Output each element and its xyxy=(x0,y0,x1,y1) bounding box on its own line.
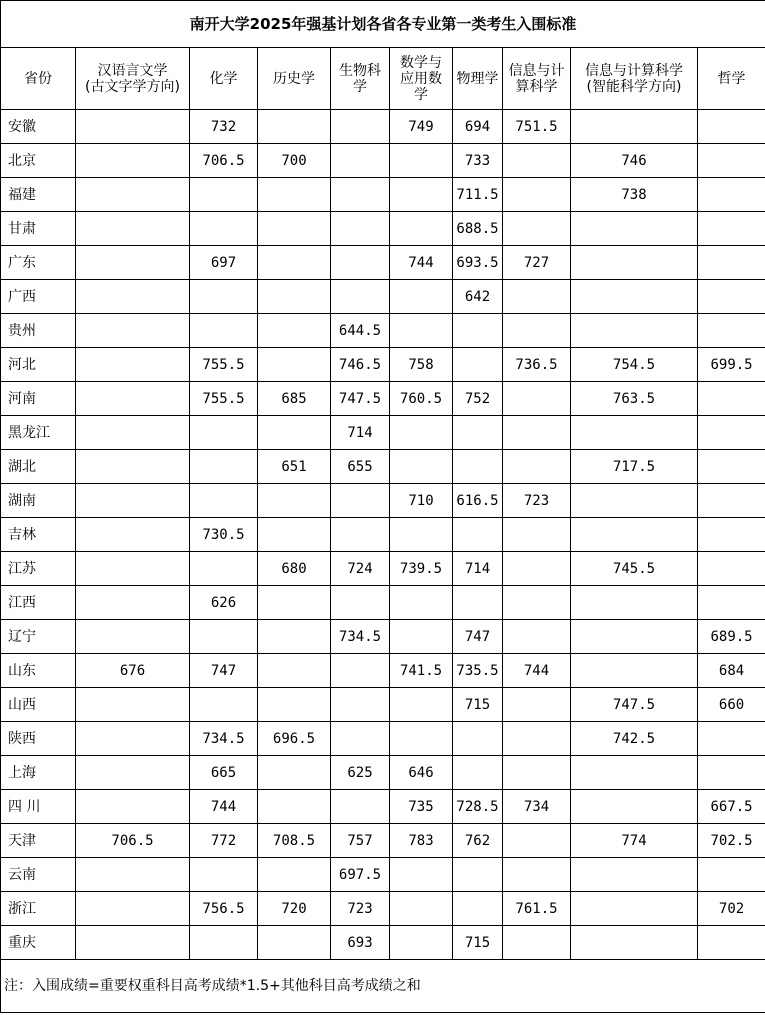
score-cell xyxy=(258,756,331,790)
table-row xyxy=(1,314,765,348)
table-row xyxy=(1,926,765,960)
score-cell xyxy=(698,926,765,960)
score-cell xyxy=(76,450,190,484)
score-cell: 747.5 xyxy=(571,688,698,722)
score-cell xyxy=(258,586,331,620)
score-cell xyxy=(571,858,698,892)
province-cell: 江苏 xyxy=(1,552,76,586)
score-cell xyxy=(331,688,390,722)
score-cell xyxy=(503,586,571,620)
score-cell xyxy=(390,620,453,654)
table-row xyxy=(1,280,765,314)
province-cell: 辽宁 xyxy=(1,620,76,654)
score-cell: 685 xyxy=(258,382,331,416)
score-cell xyxy=(190,688,258,722)
column-header-major: 化学 xyxy=(190,48,258,110)
score-cell xyxy=(258,110,331,144)
score-cell: 730.5 xyxy=(190,518,258,552)
score-cell: 702.5 xyxy=(698,824,765,858)
score-cell xyxy=(453,314,503,348)
province-cell: 重庆 xyxy=(1,926,76,960)
table-row xyxy=(1,722,765,756)
table-row xyxy=(1,620,765,654)
score-cell: 735.5 xyxy=(453,654,503,688)
score-cell xyxy=(571,892,698,926)
score-cell xyxy=(258,212,331,246)
score-cell xyxy=(76,144,190,178)
score-cell xyxy=(76,246,190,280)
table-row xyxy=(1,110,765,144)
score-cell xyxy=(698,858,765,892)
score-cell xyxy=(331,280,390,314)
table-row xyxy=(1,858,765,892)
score-cell xyxy=(258,688,331,722)
score-cell xyxy=(503,824,571,858)
score-cell: 702 xyxy=(698,892,765,926)
score-cell xyxy=(453,518,503,552)
score-cell xyxy=(503,280,571,314)
score-cell: 714 xyxy=(453,552,503,586)
score-cell: 783 xyxy=(390,824,453,858)
score-cell: 706.5 xyxy=(190,144,258,178)
score-cell xyxy=(331,178,390,212)
score-cell xyxy=(503,722,571,756)
province-cell: 北京 xyxy=(1,144,76,178)
score-cell xyxy=(331,654,390,688)
score-cell xyxy=(390,416,453,450)
score-cell xyxy=(698,314,765,348)
table-row xyxy=(1,178,765,212)
score-cell xyxy=(76,586,190,620)
score-cell xyxy=(258,280,331,314)
score-cell xyxy=(190,314,258,348)
column-header-major: 历史学 xyxy=(258,48,331,110)
score-cell xyxy=(698,756,765,790)
score-cell: 754.5 xyxy=(571,348,698,382)
score-cell: 724 xyxy=(331,552,390,586)
score-cell xyxy=(258,314,331,348)
province-cell: 四 川 xyxy=(1,790,76,824)
score-cell xyxy=(190,212,258,246)
score-cell xyxy=(190,416,258,450)
score-cell xyxy=(76,688,190,722)
score-cell: 727 xyxy=(503,246,571,280)
score-cell: 747 xyxy=(190,654,258,688)
score-cell: 744 xyxy=(390,246,453,280)
score-cell xyxy=(571,416,698,450)
score-cell xyxy=(258,518,331,552)
score-cell xyxy=(390,518,453,552)
score-cell xyxy=(258,620,331,654)
table-row xyxy=(1,416,765,450)
score-cell: 680 xyxy=(258,552,331,586)
score-cell xyxy=(453,416,503,450)
score-cell: 735 xyxy=(390,790,453,824)
score-cell: 734 xyxy=(503,790,571,824)
score-cell xyxy=(698,416,765,450)
score-cell xyxy=(331,246,390,280)
score-cell: 739.5 xyxy=(390,552,453,586)
table-row xyxy=(1,586,765,620)
score-cell xyxy=(503,416,571,450)
score-cell xyxy=(503,450,571,484)
province-cell: 吉林 xyxy=(1,518,76,552)
score-cell: 688.5 xyxy=(453,212,503,246)
score-cell: 717.5 xyxy=(571,450,698,484)
table-row xyxy=(1,450,765,484)
score-cell: 763.5 xyxy=(571,382,698,416)
province-cell: 福建 xyxy=(1,178,76,212)
score-cell xyxy=(503,926,571,960)
score-cell xyxy=(453,858,503,892)
score-cell: 733 xyxy=(453,144,503,178)
table-row xyxy=(1,688,765,722)
score-cell xyxy=(698,382,765,416)
table-row xyxy=(1,484,765,518)
score-cell: 706.5 xyxy=(76,824,190,858)
score-cell: 697 xyxy=(190,246,258,280)
score-cell xyxy=(571,620,698,654)
score-cell xyxy=(390,144,453,178)
score-cell xyxy=(190,450,258,484)
score-cell: 646 xyxy=(390,756,453,790)
score-cell xyxy=(331,110,390,144)
score-cell: 720 xyxy=(258,892,331,926)
score-cell xyxy=(190,484,258,518)
score-cell xyxy=(258,178,331,212)
score-cell: 758 xyxy=(390,348,453,382)
score-cell xyxy=(76,926,190,960)
column-header-major: 数学与 应用数 学 xyxy=(390,48,453,110)
score-cell xyxy=(698,178,765,212)
score-cell: 747.5 xyxy=(331,382,390,416)
score-cell: 755.5 xyxy=(190,348,258,382)
province-cell: 山西 xyxy=(1,688,76,722)
score-cell: 772 xyxy=(190,824,258,858)
score-cell xyxy=(258,858,331,892)
province-cell: 陕西 xyxy=(1,722,76,756)
score-cell xyxy=(571,280,698,314)
score-cell xyxy=(571,926,698,960)
score-cell xyxy=(698,110,765,144)
score-cell xyxy=(571,212,698,246)
province-cell: 湖南 xyxy=(1,484,76,518)
table-row xyxy=(1,518,765,552)
score-cell xyxy=(571,654,698,688)
score-cell xyxy=(571,518,698,552)
score-cell xyxy=(453,722,503,756)
score-cell xyxy=(390,722,453,756)
score-cell xyxy=(390,926,453,960)
score-cell xyxy=(390,858,453,892)
score-cell: 744 xyxy=(190,790,258,824)
score-cell xyxy=(571,110,698,144)
score-cell xyxy=(76,178,190,212)
score-cell xyxy=(258,654,331,688)
score-cell xyxy=(503,858,571,892)
score-cell: 723 xyxy=(503,484,571,518)
score-cell xyxy=(76,348,190,382)
score-cell xyxy=(190,620,258,654)
score-cell xyxy=(503,144,571,178)
province-cell: 云南 xyxy=(1,858,76,892)
score-cell xyxy=(331,144,390,178)
score-cell xyxy=(390,450,453,484)
score-cell: 723 xyxy=(331,892,390,926)
province-cell: 湖北 xyxy=(1,450,76,484)
score-cell: 625 xyxy=(331,756,390,790)
score-cell xyxy=(258,416,331,450)
score-cell: 749 xyxy=(390,110,453,144)
score-cell: 762 xyxy=(453,824,503,858)
score-cell xyxy=(453,892,503,926)
table-row xyxy=(1,246,765,280)
score-cell xyxy=(331,790,390,824)
score-cell xyxy=(453,348,503,382)
score-cell xyxy=(76,416,190,450)
table-row xyxy=(1,552,765,586)
score-cell xyxy=(190,552,258,586)
score-cell xyxy=(698,246,765,280)
score-cell: 684 xyxy=(698,654,765,688)
score-cell xyxy=(453,450,503,484)
score-cell: 751.5 xyxy=(503,110,571,144)
score-cell xyxy=(503,314,571,348)
score-cell xyxy=(698,484,765,518)
score-cell xyxy=(390,892,453,926)
score-cell: 736.5 xyxy=(503,348,571,382)
score-cell xyxy=(331,518,390,552)
score-cell xyxy=(76,518,190,552)
score-cell xyxy=(698,722,765,756)
score-cell xyxy=(76,110,190,144)
column-header-major: 生物科 学 xyxy=(331,48,390,110)
column-header-major: 汉语言文学 (古文字学方向) xyxy=(76,48,190,110)
province-cell: 上海 xyxy=(1,756,76,790)
score-cell xyxy=(571,586,698,620)
province-cell: 浙江 xyxy=(1,892,76,926)
score-cell: 710 xyxy=(390,484,453,518)
score-cell xyxy=(76,790,190,824)
score-cell: 761.5 xyxy=(503,892,571,926)
score-cell xyxy=(331,586,390,620)
score-cell xyxy=(390,688,453,722)
score-cell xyxy=(76,722,190,756)
score-cell xyxy=(503,688,571,722)
score-cell xyxy=(453,586,503,620)
score-cell: 760.5 xyxy=(390,382,453,416)
column-header-province: 省份 xyxy=(1,48,76,110)
province-cell: 黑龙江 xyxy=(1,416,76,450)
score-cell: 746.5 xyxy=(331,348,390,382)
score-cell: 676 xyxy=(76,654,190,688)
province-cell: 河南 xyxy=(1,382,76,416)
score-cell: 693 xyxy=(331,926,390,960)
province-cell: 甘肃 xyxy=(1,212,76,246)
score-cell xyxy=(190,926,258,960)
score-cell: 745.5 xyxy=(571,552,698,586)
score-cell xyxy=(698,450,765,484)
score-cell xyxy=(503,552,571,586)
score-cell xyxy=(503,518,571,552)
score-cell xyxy=(571,756,698,790)
score-cell: 741.5 xyxy=(390,654,453,688)
score-cell xyxy=(698,586,765,620)
score-cell xyxy=(503,756,571,790)
table-row xyxy=(1,348,765,382)
score-cell: 714 xyxy=(331,416,390,450)
score-cell xyxy=(331,212,390,246)
score-cell: 667.5 xyxy=(698,790,765,824)
score-cell xyxy=(76,552,190,586)
score-cell: 715 xyxy=(453,926,503,960)
score-cell: 660 xyxy=(698,688,765,722)
score-cell: 756.5 xyxy=(190,892,258,926)
score-cell: 734.5 xyxy=(331,620,390,654)
score-cell xyxy=(698,212,765,246)
score-cell: 711.5 xyxy=(453,178,503,212)
score-cell: 626 xyxy=(190,586,258,620)
score-cell: 616.5 xyxy=(453,484,503,518)
score-cell: 655 xyxy=(331,450,390,484)
score-cell xyxy=(76,756,190,790)
score-cell xyxy=(698,144,765,178)
score-cell: 728.5 xyxy=(453,790,503,824)
score-cell xyxy=(258,926,331,960)
score-cell: 697.5 xyxy=(331,858,390,892)
score-cell xyxy=(258,790,331,824)
score-cell: 752 xyxy=(453,382,503,416)
score-cell: 644.5 xyxy=(331,314,390,348)
table-row xyxy=(1,824,765,858)
score-cell: 744 xyxy=(503,654,571,688)
score-cell xyxy=(76,314,190,348)
column-header-major: 哲学 xyxy=(698,48,765,110)
score-cell: 700 xyxy=(258,144,331,178)
score-cell xyxy=(258,348,331,382)
score-cell xyxy=(571,484,698,518)
score-cell xyxy=(190,858,258,892)
table-title: 南开大学2025年强基计划各省各专业第一类考生入围标准 xyxy=(1,1,765,48)
score-cell: 747 xyxy=(453,620,503,654)
score-cell xyxy=(503,212,571,246)
score-cell: 757 xyxy=(331,824,390,858)
score-cell xyxy=(390,314,453,348)
province-cell: 广东 xyxy=(1,246,76,280)
score-cell xyxy=(258,246,331,280)
score-cell xyxy=(503,178,571,212)
score-cell xyxy=(76,382,190,416)
header-row xyxy=(1,48,765,110)
table-row xyxy=(1,212,765,246)
score-cell: 715 xyxy=(453,688,503,722)
score-cell: 696.5 xyxy=(258,722,331,756)
score-cell xyxy=(571,246,698,280)
score-cell xyxy=(76,620,190,654)
score-cell: 755.5 xyxy=(190,382,258,416)
footnote: 注：入围成绩=重要权重科目高考成绩*1.5+其他科目高考成绩之和 xyxy=(1,960,765,1013)
score-cell xyxy=(190,280,258,314)
score-cell: 734.5 xyxy=(190,722,258,756)
score-cell xyxy=(76,212,190,246)
score-cell xyxy=(453,756,503,790)
score-cell xyxy=(571,314,698,348)
score-cell: 665 xyxy=(190,756,258,790)
column-header-major: 信息与计算科学 (智能科学方向) xyxy=(571,48,698,110)
score-cell: 742.5 xyxy=(571,722,698,756)
score-cell: 746 xyxy=(571,144,698,178)
province-cell: 贵州 xyxy=(1,314,76,348)
score-cell: 642 xyxy=(453,280,503,314)
province-cell: 河北 xyxy=(1,348,76,382)
table-row xyxy=(1,144,765,178)
score-cell: 774 xyxy=(571,824,698,858)
table-row xyxy=(1,892,765,926)
score-cell xyxy=(331,722,390,756)
score-cell xyxy=(698,518,765,552)
score-cell: 693.5 xyxy=(453,246,503,280)
score-cell xyxy=(390,212,453,246)
score-cell xyxy=(390,178,453,212)
score-cell xyxy=(76,858,190,892)
province-cell: 广西 xyxy=(1,280,76,314)
score-cell xyxy=(76,892,190,926)
table-row xyxy=(1,654,765,688)
score-cell xyxy=(503,620,571,654)
score-cell: 689.5 xyxy=(698,620,765,654)
score-cell xyxy=(571,790,698,824)
province-cell: 天津 xyxy=(1,824,76,858)
score-cell xyxy=(698,552,765,586)
province-cell: 山东 xyxy=(1,654,76,688)
score-cell xyxy=(76,280,190,314)
score-cell xyxy=(503,382,571,416)
score-cell xyxy=(698,280,765,314)
score-cell: 699.5 xyxy=(698,348,765,382)
column-header-major: 信息与计 算科学 xyxy=(503,48,571,110)
score-cell xyxy=(331,484,390,518)
score-cell: 738 xyxy=(571,178,698,212)
province-cell: 江西 xyxy=(1,586,76,620)
score-cell xyxy=(390,280,453,314)
score-cell xyxy=(390,586,453,620)
score-cell: 708.5 xyxy=(258,824,331,858)
table-row xyxy=(1,756,765,790)
province-cell: 安徽 xyxy=(1,110,76,144)
score-cell xyxy=(190,178,258,212)
score-cell xyxy=(258,484,331,518)
table-row xyxy=(1,790,765,824)
score-cell: 651 xyxy=(258,450,331,484)
score-cell xyxy=(76,484,190,518)
column-header-major: 物理学 xyxy=(453,48,503,110)
table-row xyxy=(1,382,765,416)
score-cell: 694 xyxy=(453,110,503,144)
score-cell: 732 xyxy=(190,110,258,144)
